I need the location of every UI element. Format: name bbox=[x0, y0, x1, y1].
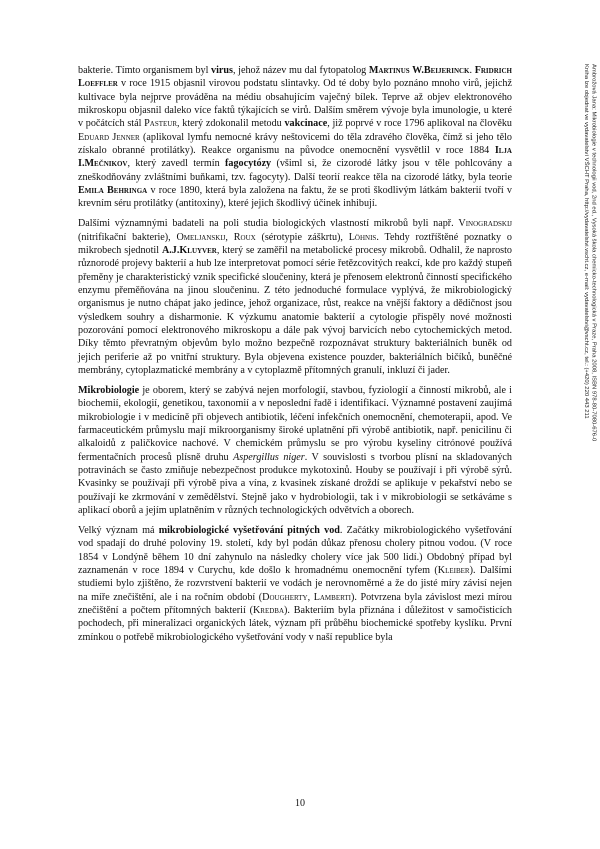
paragraph-researchers: Dalšími významnými badateli na poli studia biologických vlastností mikrobů byli např. Vinogradskij (nitrifikační bakterie), Omeljanskij, Roux (sérotypie záškrtu), Löhnis. Tehdy roztříštěné poznatky o mikrobech sjednotil A.J.Kluyver, který se zaměřil na metabolické procesy mikrobů. Odhalil, že naprosto různorodé projevy bakterií a hub lze interpretovat pomocí série řetězcovitých reakcí, kde pro každý stupeň přeměny je charakteristický vznik specifické sloučeniny, která je přenosem elektronů činností specifického enzymu přeměňována na jinou sloučeninu. Z této jednoduché formulace vyplývá, že mikrobiologický organismus je nutno chápat jako jedince, jehož organizace, růst, reakce na vnější faktory a dědičnost jsou výsledkem souhry a disharmonie. K výzkumu anatomie bakterií a cytologie přispěly nové možnosti pozorování pomocí elektronového mikroskopu a dále pak vývoj barvicích nebo cytochemických metod. Díky těmto převratným objevům bylo možno bezpečně rozpoznávat struktury bakteriálních buněk od jejich periferie až po vnitřní struktury. Byla objevena existence pouzder, bakteriálních bičíků, buněčné membrány, cytoplazmatické membrány a v cytoplazmě přítomných granulí, inkluzí či jader. bbox=[78, 218, 512, 377]
side-note bbox=[582, 64, 596, 441]
term-fagocytozy: fagocytózy bbox=[225, 158, 272, 170]
page-number: 10 bbox=[295, 798, 305, 809]
page-body bbox=[78, 64, 512, 650]
name-omeljanskij: Omeljanskij bbox=[176, 231, 226, 243]
name-mecnikov: Ilja I.Mečnikov bbox=[78, 145, 512, 170]
paragraph-viruses-immunology: bakterie. Tímto organismem byl virus, jehož název mu dal fytopatolog Martinus W.Beijerinck. Fridrich Loeffler v roce 1915 objasnil virovou podstatu slintavky. Od té doby bylo poznáno mnoho virů, jejichž kultivace byla nejprve prováděna na médiu obsahujícím vaječný bílek. Teprve až objev elektronového mikroskopu objasnil daleko více faktů týkajících se virů. Dalším směrem vývoje byla imunologie, u které v počátcích stál Pasteur, který zdokonalil metodu vakcinace, již poprvé v roce 1796 aplikoval na člověku Eduard Jenner (aplikoval lymfu nemocné krávy neštovicemi do těla zdravého člověka, čímž si jeho tělo získalo obranné protilátky). Reakce organismu na původce onemocnění vysvětlil v roce 1884 Ilja I.Mečnikov, který zavedl termín fagocytózy (všiml si, že cizorodé látky jsou v těle pohlcovány a zneškodňovány zvláštními buňkami, tzv. fagocyty). Další teorií reakce těla na cizorodé látky, byla teorie Emila Behringa v roce 1890, která byla založena na faktu, že se proti škodlivým látkám bakterií tvoří v krevním séru protilátky (antitoxiny), které jejich škodlivý účinek inhibují. bbox=[78, 65, 512, 210]
term-mikrobiologie: Mikrobiologie bbox=[78, 384, 140, 396]
name-pasteur: Pasteur bbox=[144, 118, 178, 130]
name-lamberti: Lamberti bbox=[313, 591, 351, 603]
name-lohnis: Löhnis bbox=[348, 231, 377, 243]
name-vinogradskij: Vinogradskij bbox=[458, 218, 512, 230]
paragraph-water-testing: Velký význam má mikrobiologické vyšetřování pitných vod. Začátky mikrobiologického vyšetřování vod spadají do druhé poloviny 19. století, kdy byl podán důkaz přenosu cholery pitnou vodou. (V roce 1854 v Londýně během 10 dní zahynulo na následky cholery více jak 500 lidí.) Obdobný případ byl zaznamenán v roce 1894 v Curychu, kde došlo k hromadnému onemocnění tyfem (Kleiber). Dalšími studiemi bylo zjištěno, že rozvrstvení bakterií ve vodách je nerovnoměrné a že do jisté míry závisí nejen na míře znečištění, ale i na ročním období (Dougherty, Lamberti). Potvrzena byla závislost mezi mírou znečištění a počtem přítomných bakterií (Kredba). Bakteriím byla přiznána i důležitost v samočisticích pochodech, při mineralizaci organických látek, význam při průběhu biochemické spotřeby kyslíku. První zmínkou o potřebě mikrobiologického vyšetřování vody v naší republice byla bbox=[78, 524, 512, 643]
species-aspergillus: Aspergillus niger bbox=[233, 451, 305, 463]
term-water-testing: mikrobiologické vyšetřování pitných vod bbox=[158, 524, 340, 536]
side-note-citation: Ambrožová Jana: Mikrobiologie v technologii vod, 2nd ed., Vysoká škola chemicko-technologická v Praze, Praha 2008, ISBN 978-80-7080-676-0 bbox=[590, 64, 597, 442]
name-behring: Emila Behringa bbox=[78, 185, 148, 197]
name-kredba: Kredba bbox=[252, 604, 285, 616]
side-note-order-info: Kniha lze objednat ve vydavatelství VŠCHT Praha, http://vydavatelstvi.vscht.cz, e-mail: vydavatelstvi@vscht.cz, tel.: (+420) 220 443 211 bbox=[583, 64, 590, 419]
name-loeffler: Fridrich Loeffler bbox=[78, 65, 512, 90]
name-beijerinck: Martinus W.Beijerinck bbox=[368, 65, 470, 76]
name-roux: Roux bbox=[233, 231, 256, 243]
name-dougherty: Dougherty bbox=[262, 591, 308, 603]
paragraph-microbiology-field: Mikrobiologie je oborem, který se zabývá nejen morfologií, stavbou, fyziologií a činností mikrobů, ale i biochemií, ekologií, genetikou, taxonomií a v neposlední řadě i identifikací. Významné postavení zaujímá mikrobiologie i v medicíně při objevech antibiotik, léčení infekčních onemocnění, chemoterapii, apod. Ve farmaceutickém průmyslu mají mikroorganismy široké uplatnění při výrobě antibiotik, např. penicilinu či alkaloidů z paličkovice nachové. V chemickém průmyslu se pro výrobu kyseliny citrónové používá fermentačních procesů plísně druhu Aspergillus niger. V souvislosti s tvorbou plísní na skladovaných potravinách se často zmiňuje nebezpečnost produkce mykotoxinů. Houby se používají i při výrobě sýrů. Kvasinky se používají při výrobě piva a vína, z kvasinek získané droždí se aplikuje v pekařství nebo se používají ke zkrmování v zemědělství. Stejně jako v hydrobiologii, tak i v mikrobiologii se setkáváme s aplikací oborů a jejím uplatněním v různých technologických odvětvích a oborech. bbox=[78, 384, 512, 516]
name-jenner: Eduard Jenner bbox=[78, 131, 140, 143]
name-kleiber: Kleiber bbox=[437, 564, 470, 576]
term-vakcinace: vakcinace bbox=[284, 118, 328, 130]
name-kluyver: A.J.Kluyver bbox=[161, 244, 217, 256]
term-virus: virus bbox=[211, 65, 233, 76]
